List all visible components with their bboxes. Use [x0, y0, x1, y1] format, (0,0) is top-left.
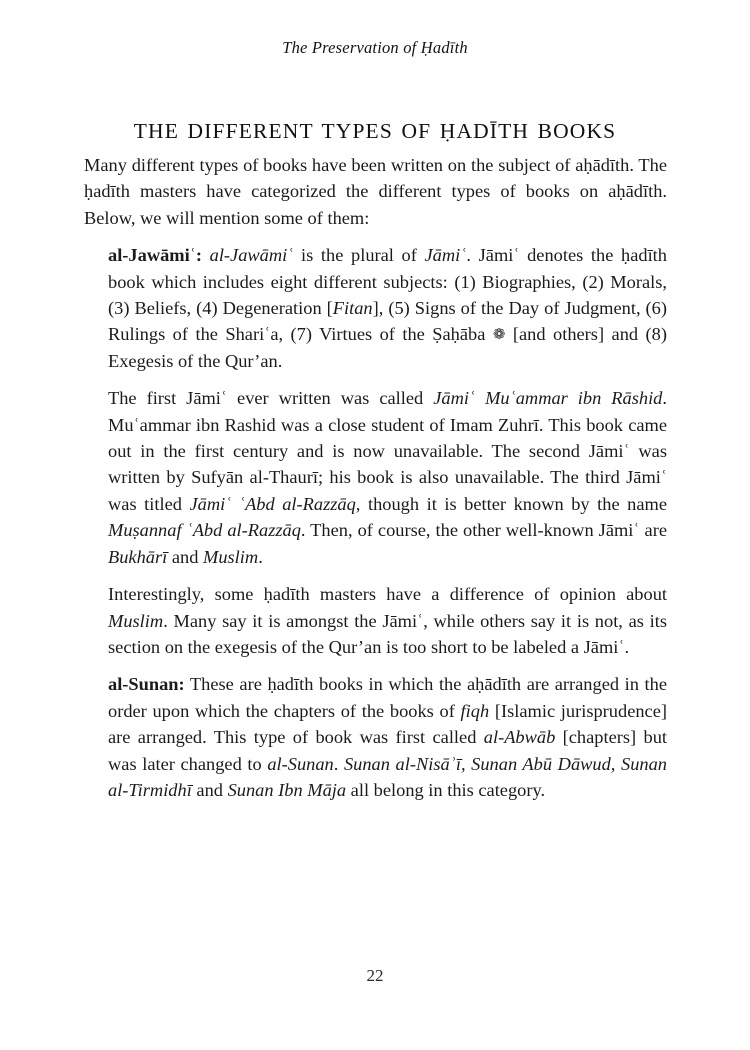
text-interestingly-1: Interestingly, some ḥadīth masters have a difference of opinion about [108, 584, 667, 605]
page-number: 22 [366, 966, 384, 985]
italic-fiqh: fiqh [460, 700, 490, 721]
text-sunan-4: . [333, 753, 344, 774]
text-jawami-1: is the plural of [293, 245, 425, 266]
paragraph-al-sunan [108, 671, 667, 803]
text-firstjami-6: . [258, 546, 263, 567]
italic-muslim-1: Muslim [203, 546, 259, 567]
text-sunan-6: all belong in this category. [346, 779, 546, 800]
running-header: The Preservation of Ḥadīth [282, 38, 468, 57]
text-firstjami-1: The first Jāmiʿ ever written was called [108, 388, 434, 409]
italic-jami-muammar: Jāmiʿ Muʿammar ibn Rāshid [433, 388, 663, 409]
text-sunan-5: and [191, 779, 228, 800]
italic-bukhari: Bukhārī [108, 546, 168, 567]
italic-jami: Jāmiʿ [424, 245, 467, 266]
text-firstjami-3: though it is better known by the name [360, 493, 668, 514]
italic-fitan: Fitan [332, 298, 373, 319]
chapter-title: THE DIFFERENT TYPES OF ḤADĪTH BOOKS [133, 119, 617, 144]
text-interestingly-2: . Many say it is amongst the Jāmiʿ, while others say it is not, as its section on the exegesis of the Qur’an is too short to be labeled a Jāmiʿ. [108, 610, 667, 657]
spacer-1 [202, 245, 210, 265]
paragraph-al-jawami [108, 242, 667, 374]
italic-jami-abd-al-razzaq: Jāmiʿ ʿAbd al-Razzāq, [189, 493, 361, 514]
paragraph-lead [84, 152, 667, 231]
text-sunan-1: These are ḥadīth books in which the aḥādīth are arranged in the order upon which the chapters of the books of [108, 674, 667, 721]
italic-sunan-collections: Sunan al-Nisāʾī, Sunan Abū Dāwud, Sunan al-Tirmidhī [108, 753, 667, 800]
italic-sunan-ibn-maja: Sunan Ibn Māja [227, 779, 347, 800]
paragraph-interestingly [108, 581, 667, 660]
italic-al-jawami-plural: al-Jawāmiʿ [209, 245, 294, 266]
text-sunan-3: [chapters] but was later changed to [108, 727, 667, 774]
term-al-jawami: al-Jawāmiʿ: [108, 245, 202, 266]
text-firstjami-2: . Muʿammar ibn Rashid was a close student of Imam Zuhrī. This book came out in the first century and is now unavailable. The second Jāmiʿ was written by Sufyān al-Thaurī; his book is also unavailable. The third Jāmiʿ was titled [108, 388, 667, 514]
text-jawami-3: ], (5) Signs of the Day of Judgment, (6) Rulings of the Shariʿa, (7) Virtues of the Ṣaḥāba [108, 298, 667, 345]
term-al-sunan: al-Sunan: [108, 674, 185, 695]
text-firstjami-5: and [167, 546, 203, 567]
italic-musannaf-abd-al-razzaq: Muṣannaf ʿAbd al-Razzāq [108, 520, 301, 541]
text-jawami-2: . Jāmiʿ denotes the ḥadīth book which includes eight different subjects: (1) Biographies, (2) Morals, (3) Beliefs, (4) Degeneration [ [108, 245, 667, 319]
body-text-column [84, 152, 667, 803]
text-sunan-2: [Islamic jurisprudence] are arranged. This type of book was first called [108, 700, 668, 748]
italic-muslim-2: Muslim [108, 610, 164, 631]
paragraph-first-jami [108, 385, 667, 570]
honorific-ornament-icon: ❁ [492, 325, 506, 344]
italic-al-abwab: al-Abwāb [483, 727, 556, 748]
text-firstjami-4: . Then, of course, the other well-known Jāmiʿ are [300, 520, 667, 541]
italic-al-sunan: al-Sunan [267, 753, 334, 774]
text-jawami-4: [and others] and (8) Exegesis of the Qur’an. [108, 324, 667, 371]
paragraph-lead-text: Many different types of books have been written on the subject of aḥādīth. The ḥadīth masters have categorized the different types of books on aḥādīth. Below, we will mention some of them: [84, 155, 667, 228]
